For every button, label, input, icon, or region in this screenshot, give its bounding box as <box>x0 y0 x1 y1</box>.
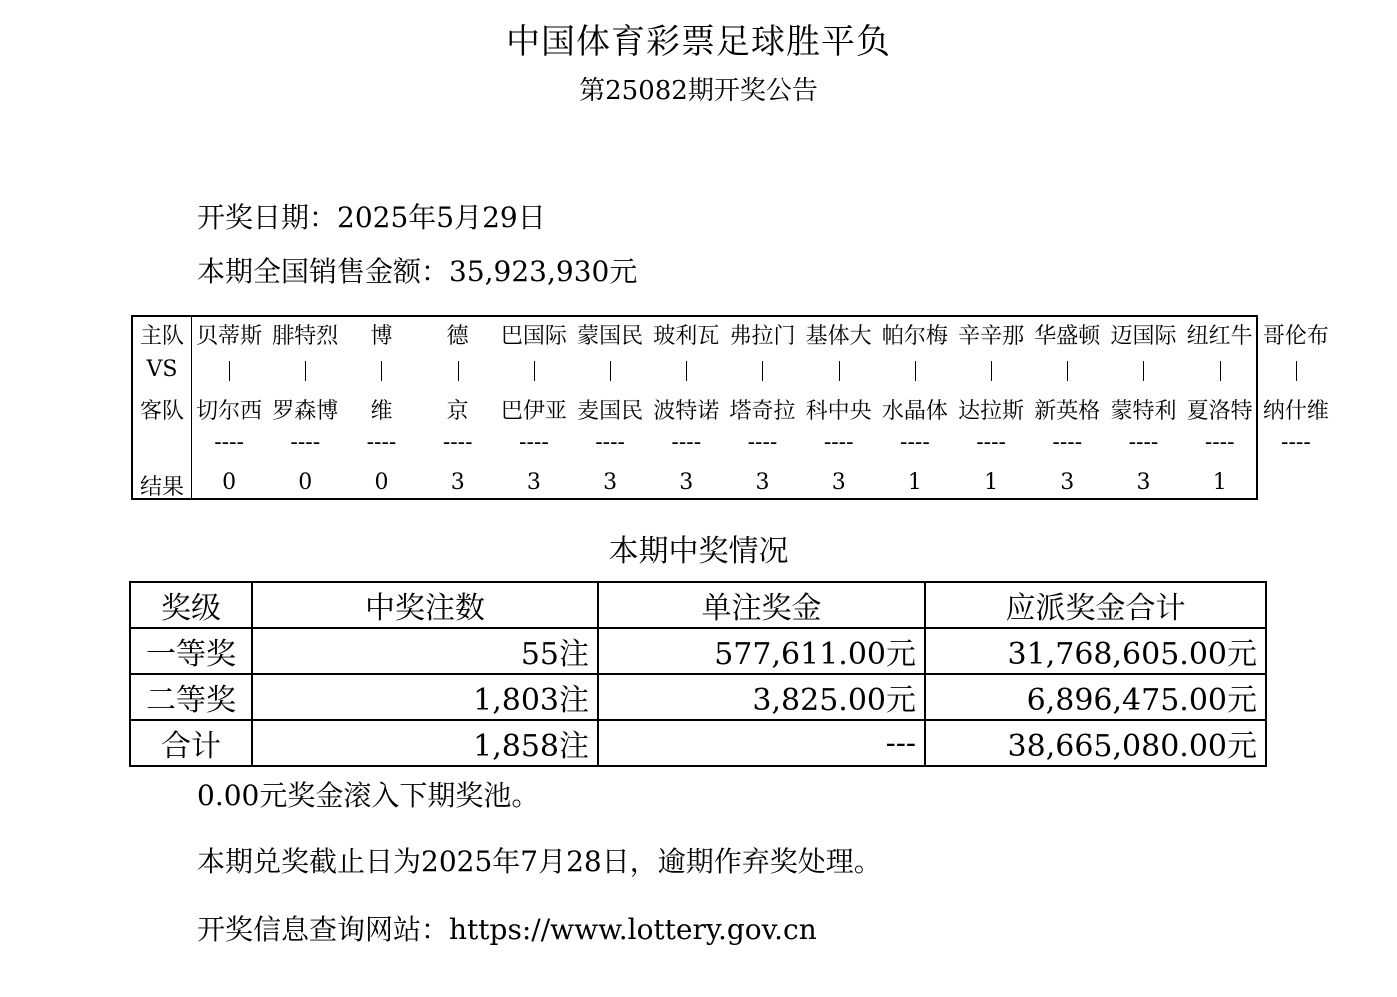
website-link[interactable]: 开奖信息查询网站：https://www.lottery.gov.cn <box>197 913 817 946</box>
vs-divider <box>381 361 382 381</box>
header-level: 奖级 <box>130 582 252 628</box>
separator-dashes: ---- <box>1281 430 1311 455</box>
separator-dashes: ---- <box>595 430 625 455</box>
match-column <box>1029 317 1105 498</box>
away-team: 达拉斯 <box>958 399 1025 424</box>
table-row <box>130 674 1266 720</box>
home-team: 弗拉门 <box>729 324 796 349</box>
match-result: 1 <box>907 470 922 495</box>
prize-level: 二等奖 <box>130 674 252 720</box>
vs-divider <box>686 361 687 381</box>
match-table <box>131 315 1329 500</box>
match-result: 3 <box>1136 470 1151 495</box>
vs-divider <box>610 361 611 381</box>
home-team: 蒙国民 <box>577 324 644 349</box>
away-team: 蒙特利 <box>1110 399 1177 424</box>
separator-dashes: ---- <box>1052 430 1083 455</box>
match-column <box>648 317 724 498</box>
match-column <box>572 317 648 498</box>
match-result: 1 <box>984 470 999 495</box>
away-team: 水晶体 <box>881 399 948 424</box>
winner-count: 1,858注 <box>252 720 598 766</box>
vs-divider <box>458 361 459 381</box>
away-team: 波特诺 <box>653 399 720 424</box>
separator-dashes: ---- <box>976 430 1006 455</box>
home-team: 德 <box>446 324 469 349</box>
match-result: 3 <box>1060 470 1075 495</box>
match-column <box>496 317 572 498</box>
unit-prize: 577,611.00元 <box>598 628 925 674</box>
vs-divider <box>534 361 535 381</box>
vs-divider <box>762 361 763 381</box>
total-prize: 6,896,475.00元 <box>925 674 1266 720</box>
separator-dashes: ---- <box>671 430 702 455</box>
home-team: 华盛顿 <box>1034 324 1101 349</box>
header-unit-prize: 单注奖金 <box>598 582 925 628</box>
header-total-prize: 应派奖金合计 <box>925 582 1266 628</box>
award-section-title: 本期中奖情况 <box>608 534 789 569</box>
deadline-note: 本期兑奖截止日为2025年7月28日，逾期作弃奖处理。 <box>197 845 882 878</box>
match-column <box>191 317 267 498</box>
match-result: 1 <box>1212 470 1227 495</box>
home-team: 巴国际 <box>500 324 567 349</box>
match-result: 3 <box>450 470 465 495</box>
match-result: 3 <box>679 470 694 495</box>
separator-dashes: ---- <box>823 430 854 455</box>
table-row <box>130 628 1266 674</box>
match-column <box>1258 317 1334 498</box>
match-result: 0 <box>298 470 313 495</box>
home-team: 哥伦布 <box>1262 324 1329 349</box>
vs-divider <box>991 361 992 381</box>
home-team: 帕尔梅 <box>881 324 948 349</box>
vs-divider <box>229 361 230 381</box>
match-result: 0 <box>374 470 389 495</box>
home-team: 腓特烈 <box>272 324 339 349</box>
separator-dashes: ---- <box>747 430 778 455</box>
match-result: 3 <box>755 470 770 495</box>
away-team: 纳什维 <box>1262 399 1329 424</box>
prize-level: 一等奖 <box>130 628 252 674</box>
vs-divider <box>1220 361 1221 381</box>
prize-table <box>129 581 1267 767</box>
match-column <box>724 317 800 498</box>
away-team: 新英格 <box>1034 399 1101 424</box>
separator-dashes: ---- <box>366 430 397 455</box>
separator-dashes: ---- <box>1128 430 1159 455</box>
vs-divider <box>1067 361 1068 381</box>
home-team: 贝蒂斯 <box>196 324 263 349</box>
home-label: 主队 <box>139 324 184 349</box>
separator-dashes: ---- <box>290 430 321 455</box>
match-column <box>343 317 419 498</box>
total-prize: 38,665,080.00元 <box>925 720 1266 766</box>
match-result: 0 <box>222 470 237 495</box>
prize-level: 合计 <box>130 720 252 766</box>
winner-count: 55注 <box>252 628 598 674</box>
header-count: 中奖注数 <box>252 582 598 628</box>
away-team: 巴伊亚 <box>500 399 567 424</box>
home-team: 玻利瓦 <box>653 324 720 349</box>
home-team: 纽红牛 <box>1186 324 1253 349</box>
vs-divider <box>305 361 306 381</box>
match-column <box>1105 317 1181 498</box>
winner-count: 1,803注 <box>252 674 598 720</box>
match-column <box>420 317 496 498</box>
match-column <box>267 317 343 498</box>
home-team: 迈国际 <box>1110 324 1177 349</box>
match-result: 3 <box>526 470 541 495</box>
home-team: 博 <box>370 324 393 349</box>
result-label: 结果 <box>139 475 184 500</box>
away-team: 切尔西 <box>196 399 263 424</box>
separator-dashes: ---- <box>519 430 549 455</box>
away-team: 夏洛特 <box>1186 399 1253 424</box>
vs-label: VS <box>146 357 178 382</box>
separator-dashes: ---- <box>442 430 473 455</box>
issue-subtitle: 第25082期开奖公告 <box>579 76 818 106</box>
vs-divider <box>1143 361 1144 381</box>
match-column <box>1182 317 1258 498</box>
separator-dashes: ---- <box>900 430 930 455</box>
vs-divider <box>915 361 916 381</box>
match-result: 3 <box>831 470 846 495</box>
page-title: 中国体育彩票足球胜平负 <box>506 22 891 62</box>
match-column <box>953 317 1029 498</box>
table-row <box>130 720 1266 766</box>
away-team: 塔奇拉 <box>729 399 796 424</box>
away-team: 维 <box>370 399 393 424</box>
match-column <box>801 317 877 498</box>
home-team: 基体大 <box>805 324 872 349</box>
away-team: 罗森博 <box>272 399 339 424</box>
match-result: 3 <box>603 470 618 495</box>
away-label: 客队 <box>139 399 184 424</box>
separator-dashes: ---- <box>1204 430 1235 455</box>
unit-prize: 3,825.00元 <box>598 674 925 720</box>
vs-divider <box>1296 361 1297 381</box>
separator-dashes: ---- <box>214 430 244 455</box>
match-row-labels <box>133 317 192 498</box>
match-column <box>877 317 953 498</box>
away-team: 京 <box>446 399 469 424</box>
draw-date: 开奖日期：2025年5月29日 <box>197 201 546 234</box>
rollover-note: 0.00元奖金滚入下期奖池。 <box>197 779 540 812</box>
total-prize: 31,768,605.00元 <box>925 628 1266 674</box>
sales-amount: 本期全国销售金额：35,923,930元 <box>197 255 638 288</box>
away-team: 麦国民 <box>577 399 644 424</box>
vs-divider <box>839 361 840 381</box>
home-team: 辛辛那 <box>958 324 1025 349</box>
unit-prize: --- <box>598 720 925 766</box>
away-team: 科中央 <box>805 399 872 424</box>
prize-table-header <box>130 582 1266 628</box>
